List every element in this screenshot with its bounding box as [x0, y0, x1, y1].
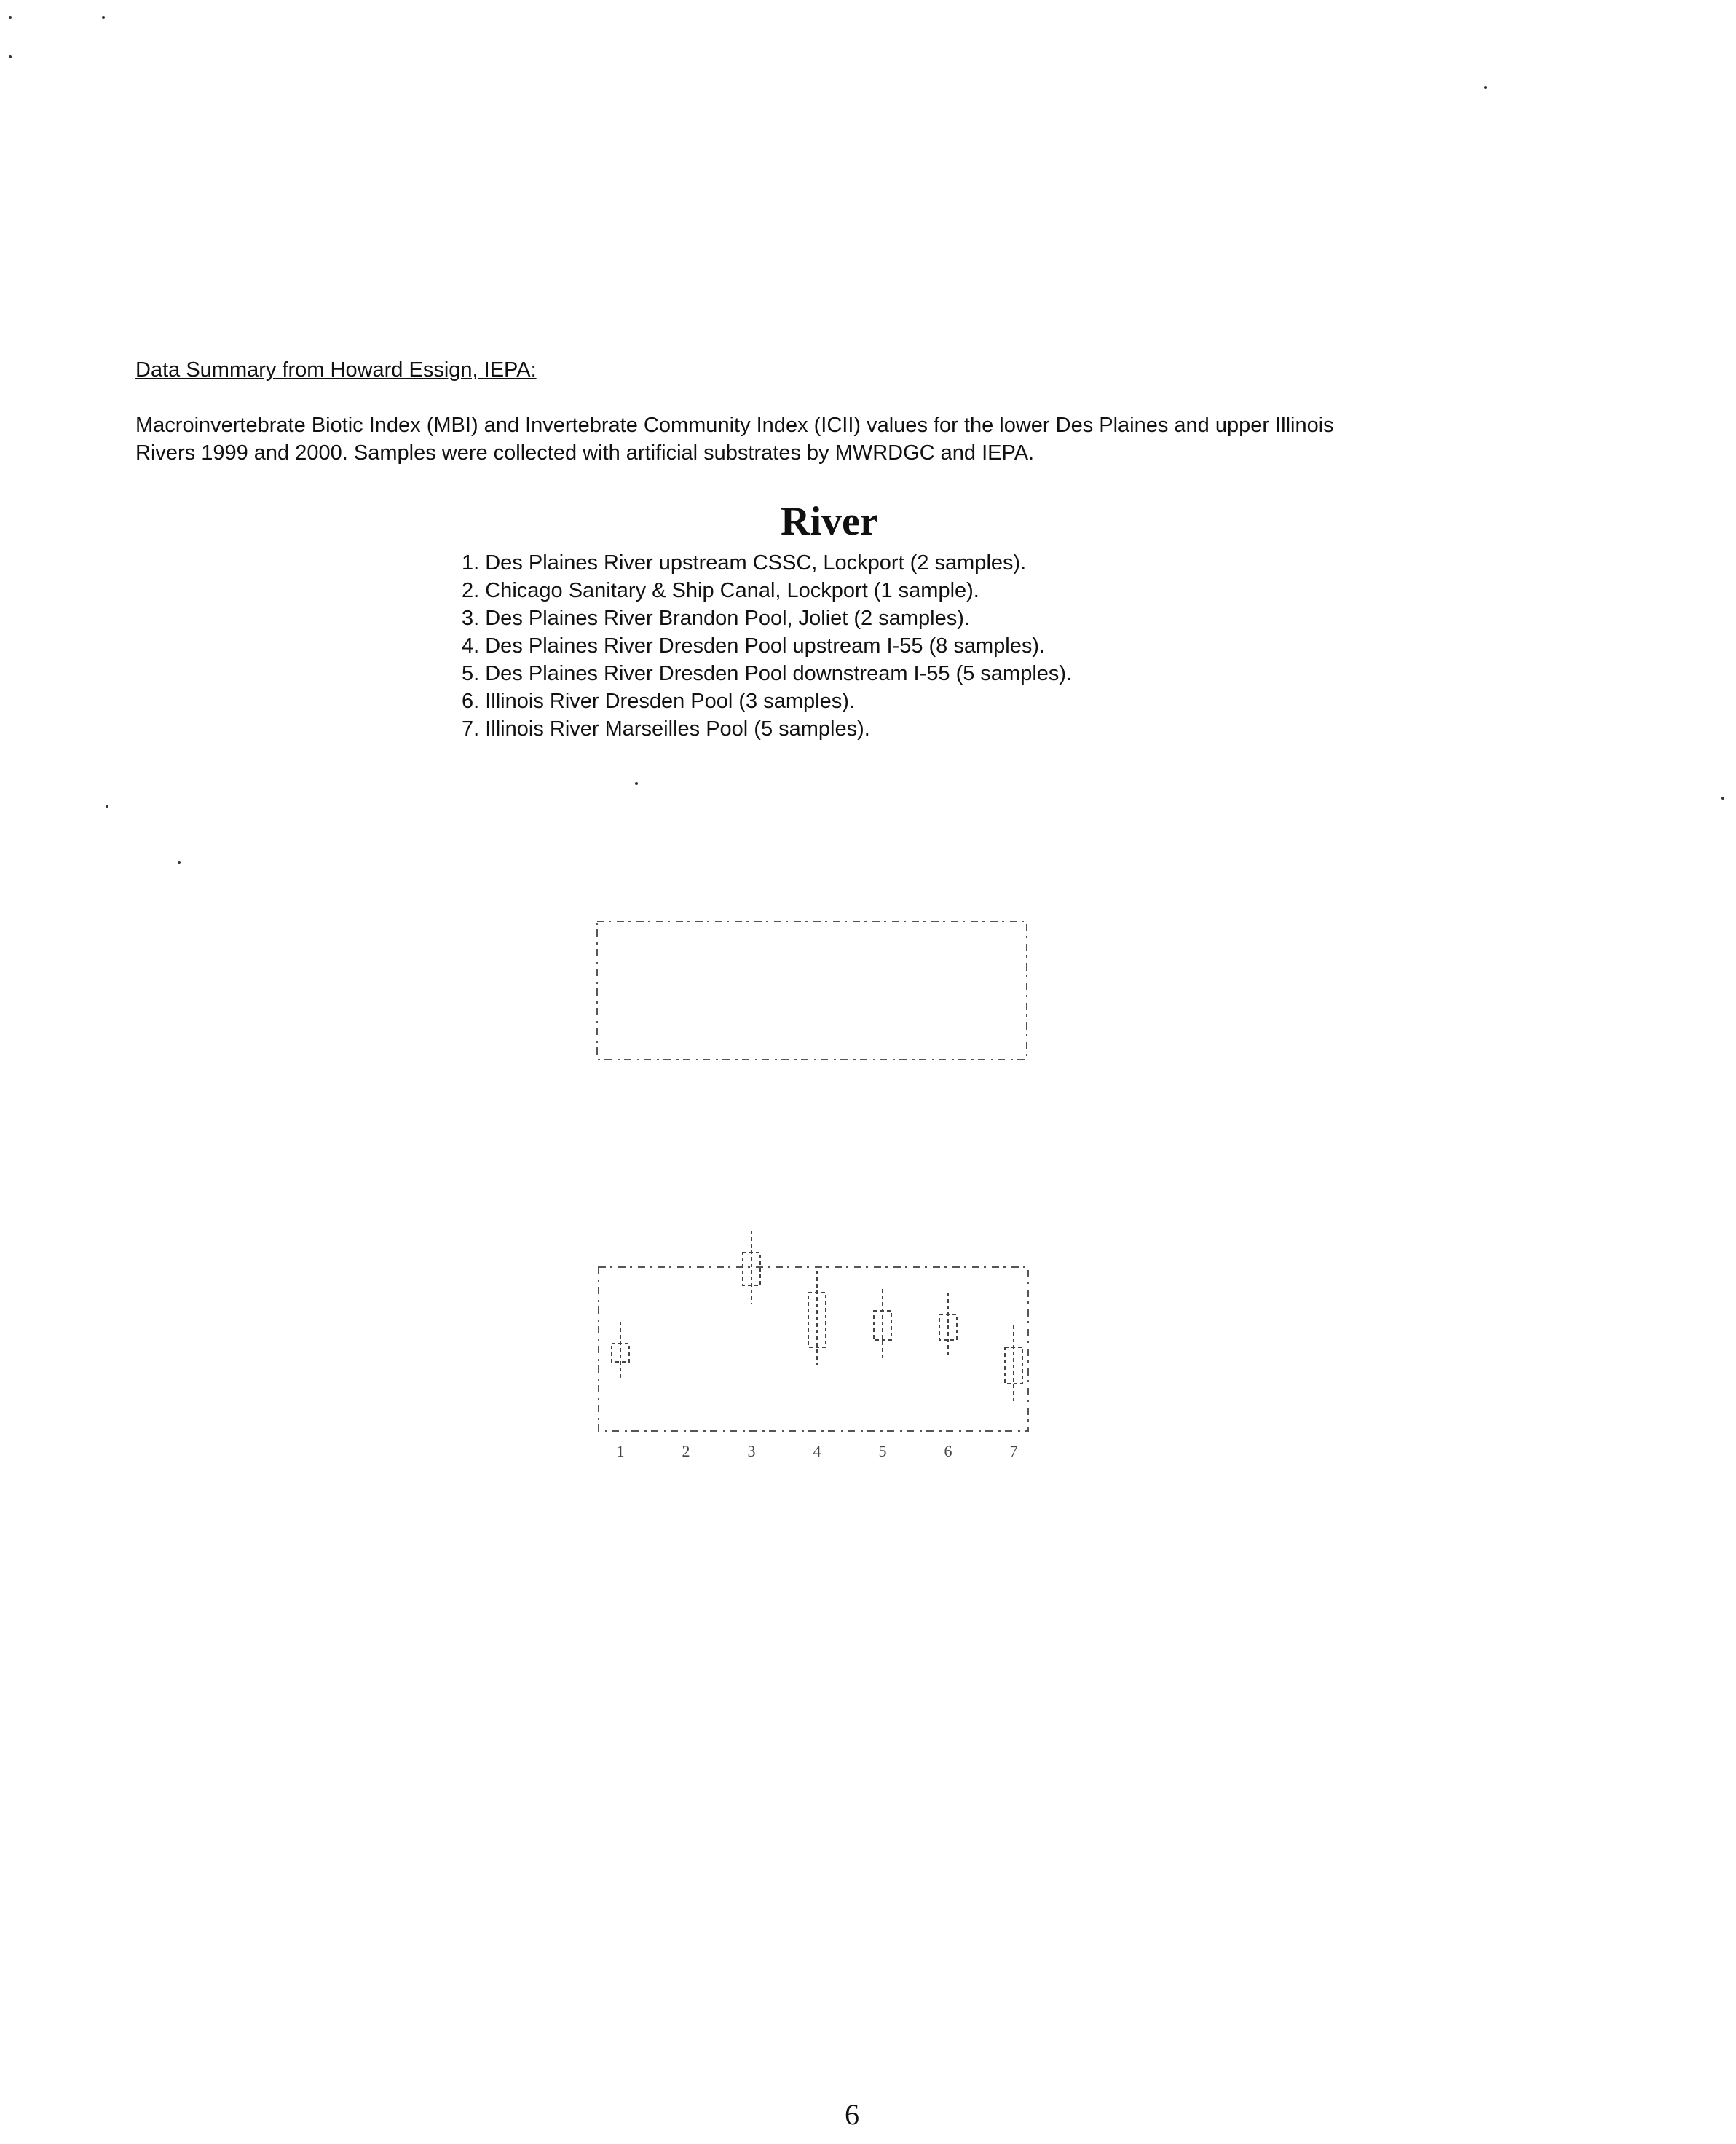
- site-list: [462, 549, 1072, 743]
- x-tick-label-4: 4: [813, 1442, 821, 1460]
- box-plot-chart: [539, 896, 1107, 1493]
- x-tick-label-7: 7: [1009, 1442, 1018, 1460]
- site-item-7: 7. Illinois River Marseilles Pool (5 samples).: [462, 717, 870, 741]
- scan-speck: [1484, 86, 1487, 89]
- site-item-2: 2. Chicago Sanitary & Ship Canal, Lockport (1 sample).: [462, 579, 979, 602]
- x-tick-label-1: 1: [616, 1442, 625, 1460]
- scan-speck: [1721, 797, 1724, 800]
- site-item-6: 6. Illinois River Dresden Pool (3 samples).: [462, 690, 855, 713]
- site-item-1: 1. Des Plaines River upstream CSSC, Lockport (2 samples).: [462, 551, 1027, 575]
- data-summary-heading: Data Summary from Howard Essign, IEPA:: [135, 358, 537, 382]
- river-title: River: [781, 499, 878, 544]
- scan-speck: [106, 805, 108, 808]
- lower-panel-frame: [599, 1267, 1028, 1431]
- x-tick-label-3: 3: [747, 1442, 756, 1460]
- scan-speck: [102, 16, 105, 19]
- x-tick-label-6: 6: [944, 1442, 952, 1460]
- scan-speck: [635, 782, 638, 785]
- site-item-5: 5. Des Plaines River Dresden Pool downstream I-55 (5 samples).: [462, 662, 1073, 685]
- upper-panel-frame: [597, 921, 1027, 1060]
- intro-paragraph: [135, 411, 1519, 467]
- intro-line-2: Rivers 1999 and 2000. Samples were collected with artificial substrates by MWRDGC and IEPA.: [135, 441, 1035, 465]
- site-item-3: 3. Des Plaines River Brandon Pool, Joliet (2 samples).: [462, 607, 970, 630]
- scan-speck: [9, 55, 12, 58]
- scan-speck: [178, 861, 181, 864]
- intro-line-1: Macroinvertebrate Biotic Index (MBI) and Invertebrate Community Index (ICII) values for the lower Des Plaines and upper Illinois: [135, 414, 1334, 437]
- page-number: 6: [845, 2098, 859, 2131]
- box-plot-figure: [539, 896, 1107, 1493]
- x-tick-label-2: 2: [682, 1442, 690, 1460]
- scan-speck: [9, 16, 12, 19]
- site-item-4: 4. Des Plaines River Dresden Pool upstream I-55 (8 samples).: [462, 634, 1046, 658]
- box-1: [612, 1344, 629, 1362]
- x-tick-label-5: 5: [878, 1442, 887, 1460]
